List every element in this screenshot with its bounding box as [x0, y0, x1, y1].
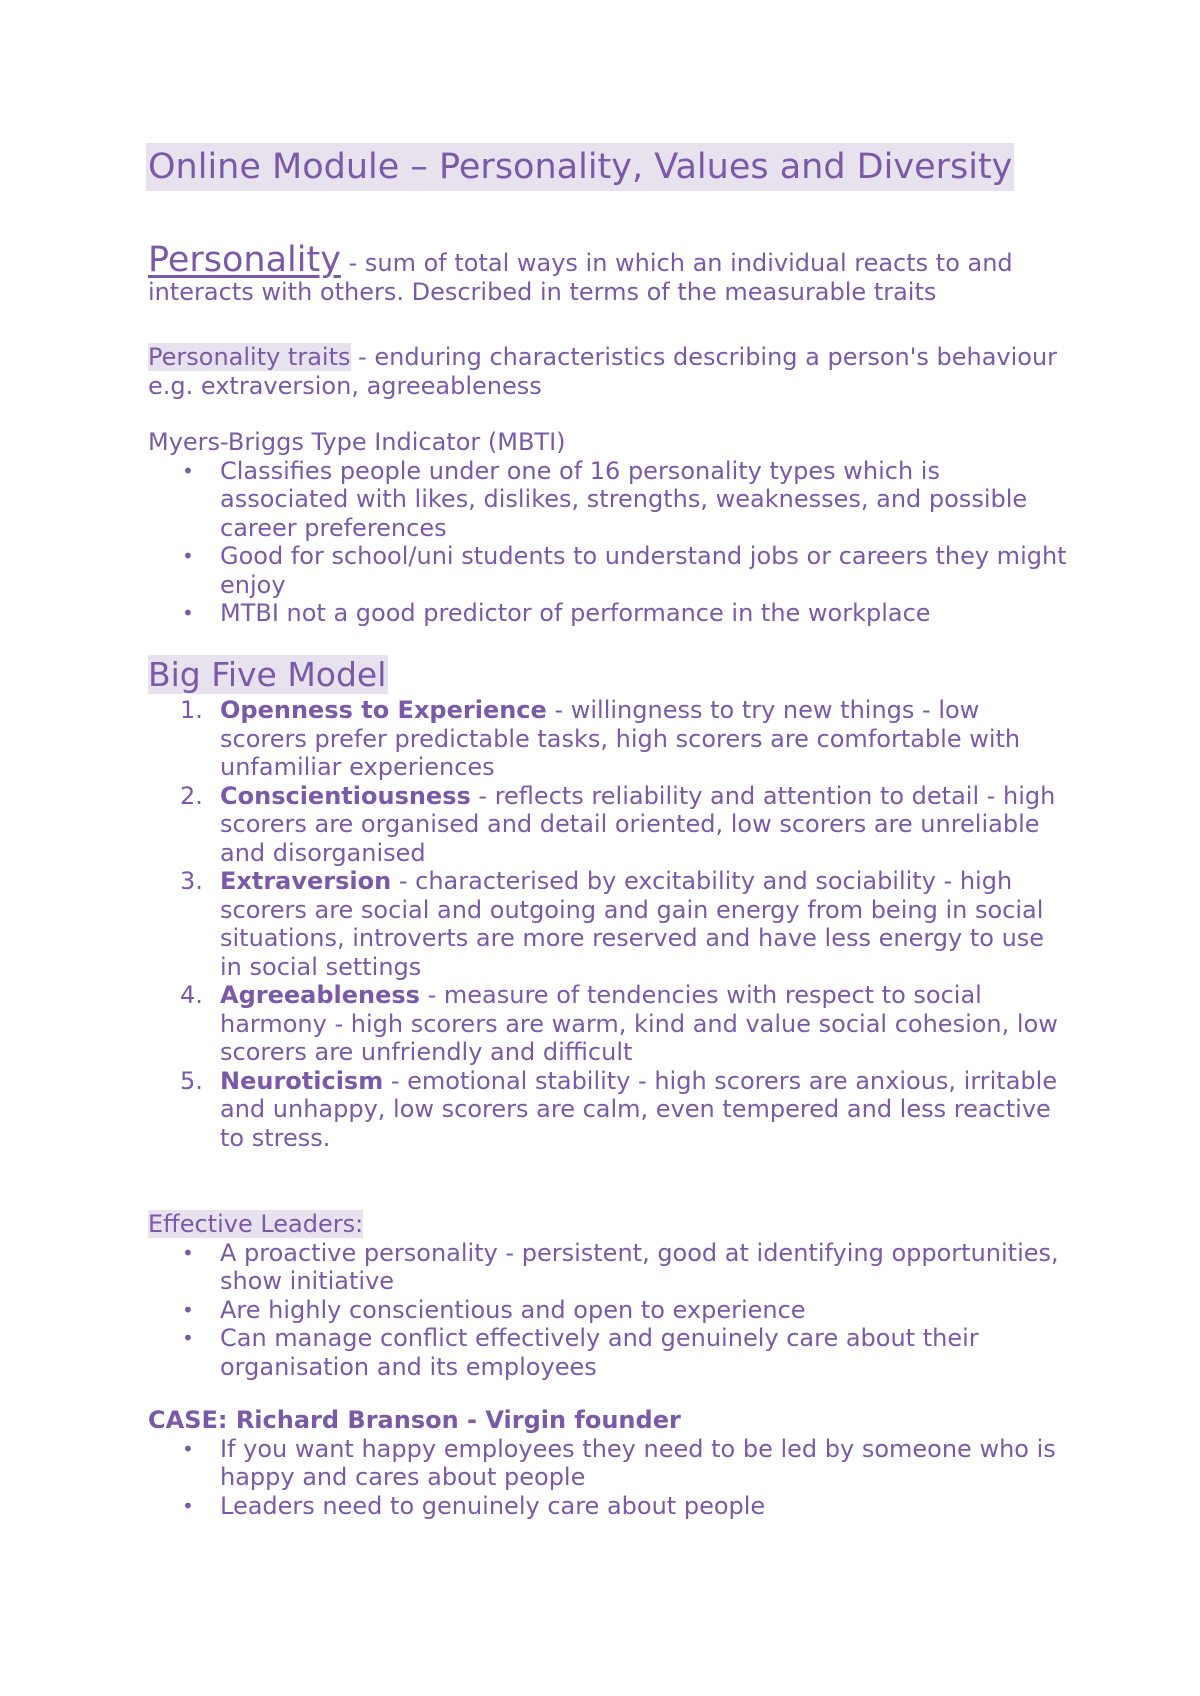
trait-text: - characterised by excitability and sociability - high scorers are social and outgoing and gain energy from being in social situations, introverts are more reserved and have less energy to use in social settings [220, 867, 1045, 981]
list-item: • If you want happy employees they need to be led by someone who is happy and cares about people [148, 1435, 1068, 1492]
list-item: • Good for school/uni students to understand jobs or careers they might enjoy [148, 542, 1068, 599]
case-heading [148, 1406, 1068, 1435]
traits-definition [148, 343, 1068, 400]
big-five-list [148, 696, 1068, 1152]
list-item: • Are highly conscientious and open to experience [148, 1296, 1068, 1325]
list-item [148, 1067, 1068, 1153]
big-five-heading [148, 654, 1068, 696]
mbti-section [148, 428, 1068, 628]
list-item: • A proactive personality - persistent, good at identifying opportunities, show initiative [148, 1239, 1068, 1296]
mbti-heading: Myers-Briggs Type Indicator (MBTI) [148, 428, 566, 456]
personality-term: Personality [148, 240, 341, 280]
leaders-heading [148, 1210, 1068, 1239]
traits-term: Personality traits [148, 343, 351, 371]
list-item [148, 696, 1068, 782]
page-title: Online Module – Personality, Values and Diversity [146, 143, 1014, 191]
list-item [148, 782, 1068, 868]
trait-term: Agreeableness [220, 981, 420, 1009]
leaders-heading-text: Effective Leaders: [148, 1210, 364, 1238]
list-item [148, 867, 1068, 981]
case-list [148, 1435, 1068, 1521]
trait-text: - measure of tendencies with respect to social harmony - high scorers are warm, kind and value social cohesion, low scorers are unfriendly and difficult [220, 981, 1058, 1066]
case-heading-text: CASE: Richard Branson - Virgin founder [148, 1406, 681, 1434]
list-item: • MTBI not a good predictor of performance in the workplace [148, 599, 1068, 628]
list-item: • Leaders need to genuinely care about people [148, 1492, 1068, 1521]
trait-term: Conscientiousness [220, 781, 471, 810]
trait-text: - reflects reliability and attention to detail - high scorers are organised and detail oriented, low scorers are unreliable and disorganised [220, 781, 1056, 867]
list-number: 2. [180, 781, 203, 810]
list-number: 5. [180, 1066, 203, 1095]
trait-term: Openness to Experience [220, 696, 547, 724]
case-section [148, 1406, 1068, 1520]
mbti-list [148, 457, 1068, 628]
leaders-list [148, 1239, 1068, 1382]
list-number: 4. [180, 981, 203, 1009]
list-item [148, 981, 1068, 1067]
traits-definition-text: - enduring characteristics describing a person's behaviour e.g. extraversion, agreeableness [148, 343, 1058, 400]
list-number: 1. [180, 696, 203, 724]
list-item: • Classifies people under one of 16 personality types which is associated with likes, dislikes, strengths, weaknesses, and possible career preferences [148, 457, 1068, 543]
personality-definition-text: - sum of total ways in which an individual reacts to and interacts with others. Described in terms of the measurable traits [148, 249, 1013, 306]
big-five-heading-text: Big Five Model [148, 655, 387, 694]
personality-definition [148, 240, 1068, 306]
leaders-section [148, 1210, 1068, 1381]
list-item: • Can manage conflict effectively and genuinely care about their organisation and its employees [148, 1324, 1068, 1381]
trait-term: Extraversion [220, 867, 392, 895]
trait-text: - willingness to try new things - low scorers prefer predictable tasks, high scorers are comfortable with unfamiliar experiences [220, 696, 1021, 781]
trait-text: - emotional stability - high scorers are anxious, irritable and unhappy, low scorers are calm, even tempered and less reactive to stress. [220, 1066, 1058, 1152]
list-number: 3. [180, 867, 203, 895]
trait-term: Neuroticism [220, 1066, 384, 1095]
